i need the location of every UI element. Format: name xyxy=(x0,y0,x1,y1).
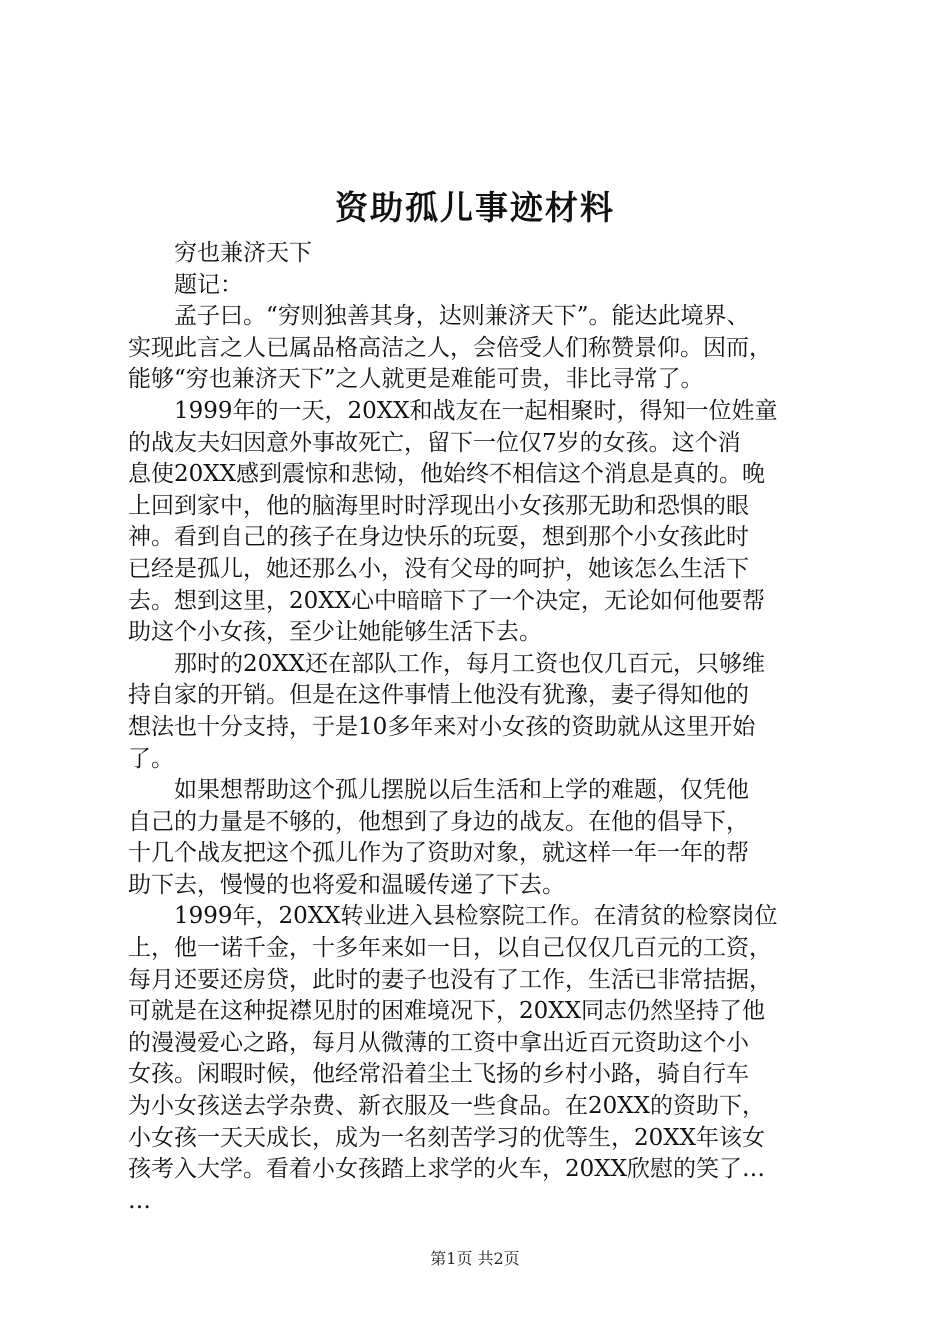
text-line: 小女孩一天天成长，成为一名刻苦学习的优等生，20XX年该女 xyxy=(128,1124,766,1151)
text-line: 能够“穷也兼济天下”之人就更是难能可贵，非比寻常了。 xyxy=(128,366,704,393)
text-line: 已经是孤儿，她还那么小，没有父母的呵护，她该怎么生活下 xyxy=(128,555,749,582)
text-line: 了。 xyxy=(128,745,174,772)
document-title: 资助孤儿事迹材料 xyxy=(335,188,615,227)
text-line: 孩考入大学。看着小女孩踏上求学的火车，20XX欣慰的笑了… xyxy=(128,1156,766,1183)
text-line: 题记： xyxy=(174,271,243,298)
text-line: 助下去，慢慢的也将爱和温暖传递了下去。 xyxy=(128,871,565,898)
text-line: 1999年的一天，20XX和战友在一起相聚时，得知一位姓童 xyxy=(174,397,778,424)
text-line: 1999年，20XX转业进入县检察院工作。在清贫的检察岗位 xyxy=(174,903,778,930)
text-line: 上回到家中，他的脑海里时时浮现出小女孩那无助和恐惧的眼 xyxy=(128,492,749,519)
text-line: 上，他一诺千金，十多年来如一日，以自己仅仅几百元的工资， xyxy=(128,935,772,962)
text-line: 那时的20XX还在部队工作，每月工资也仅几百元，只够维 xyxy=(174,650,766,677)
text-line: 的战友夫妇因意外事故死亡，留下一位仅7岁的女孩。这个消 xyxy=(128,429,741,456)
text-line: 息使20XX感到震惊和悲恸，他始终不相信这个消息是真的。晚 xyxy=(128,461,766,488)
text-line: 十几个战友把这个孤儿作为了资助对象，就这样一年一年的帮 xyxy=(128,840,749,867)
text-line: … xyxy=(128,1187,151,1214)
text-line: 去。想到这里，20XX心中暗暗下了一个决定，无论如何他要帮 xyxy=(128,587,766,614)
page-footer: 第1页 共2页 xyxy=(430,1249,520,1268)
text-line: 每月还要还房贷，此时的妻子也没有了工作，生活已非常拮据， xyxy=(128,966,772,993)
text-line: 实现此言之人已属品格高洁之人，会倍受人们称赞景仰。因而， xyxy=(128,334,772,361)
text-line: 助这个小女孩，至少让她能够生活下去。 xyxy=(128,619,542,646)
text-line: 如果想帮助这个孤儿摆脱以后生活和上学的难题，仅凭他 xyxy=(174,777,749,804)
text-line: 的漫漫爱心之路，每月从微薄的工资中拿出近百元资助这个小 xyxy=(128,1029,749,1056)
text-line: 女孩。闲暇时候，他经常沿着尘土飞扬的乡村小路，骑自行车 xyxy=(128,1061,749,1088)
text-line: 神。看到自己的孩子在身边快乐的玩耍，想到那个小女孩此时 xyxy=(128,524,749,551)
text-line: 穷也兼济天下 xyxy=(174,240,312,266)
text-line: 想法也十分支持，于是10多年来对小女孩的资助就从这里开始 xyxy=(128,713,756,740)
document-body xyxy=(128,238,828,1217)
text-line: 持自家的开销。但是在这件事情上他没有犹豫，妻子得知他的 xyxy=(128,682,749,709)
text-line: 可就是在这种捉襟见肘的困难境况下，20XX同志仍然坚持了他 xyxy=(128,998,766,1025)
text-line: 自己的力量是不够的，他想到了身边的战友。在他的倡导下， xyxy=(128,808,749,835)
text-line: 孟子曰。“穷则独善其身，达则兼济天下”。能达此境界、 xyxy=(174,303,750,330)
text-line: 为小女孩送去学杂费、新衣服及一些食品。在20XX的资助下， xyxy=(128,1093,766,1120)
